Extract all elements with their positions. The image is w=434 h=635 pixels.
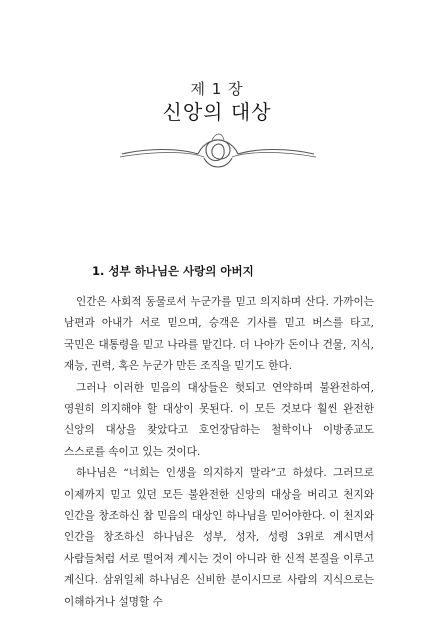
body-text bbox=[64, 292, 374, 613]
paragraph: 하나님은 “너희는 인생을 의지하지 말라”고 하셨다. 그러므로 이제까지 믿고 있던 모든 불완전한 신앙의 대상을 버리고 천지와 인간을 창조하신 참 믿음의 대상인 하나님을 믿어야한다. 이 천지와 인간을 창조하신 하나님은 성부, 성자, 성령 3위로 계시면서 사람들처럼 서로 떨어져 계시는 것이 아니라 한 신적 본질을 이루고 계신다. 삼위일체 하나님은 신비한 분이시므로 사람의 지식으로는 이해하거나 설명할 수 bbox=[64, 467, 374, 608]
chapter-title: 신앙의 대상 bbox=[162, 100, 272, 124]
section-heading: 1. 성부 하나님은 사랑의 아버지 bbox=[92, 264, 254, 278]
chapter-label: 제 1 장 bbox=[190, 80, 244, 98]
paragraph: 인간은 사회적 동물로서 누군가를 믿고 의지하며 산다. 가까이는 남편과 아내가 서로 믿으며, 승객은 기사를 믿고 버스를 타고, 국민은 대통령을 믿고 나라를 맡긴다. 더 나아가 돈이나 건물, 지식, 재능, 권력, 혹은 누군가 만든 조직을 믿기도 한다. bbox=[64, 296, 374, 373]
paragraph: 그러나 이러한 믿음의 대상들은 헛되고 연약하며 불완전하여, 영원히 의지해야 할 대상이 못된다. 이 모든 것보다 훨씬 완전한 신앙의 대상을 찾았다고 호언장담하는 철학이나 이방종교도 스스로를 속이고 있는 것이다. bbox=[64, 381, 374, 458]
flourish-ornament-icon bbox=[118, 130, 318, 172]
